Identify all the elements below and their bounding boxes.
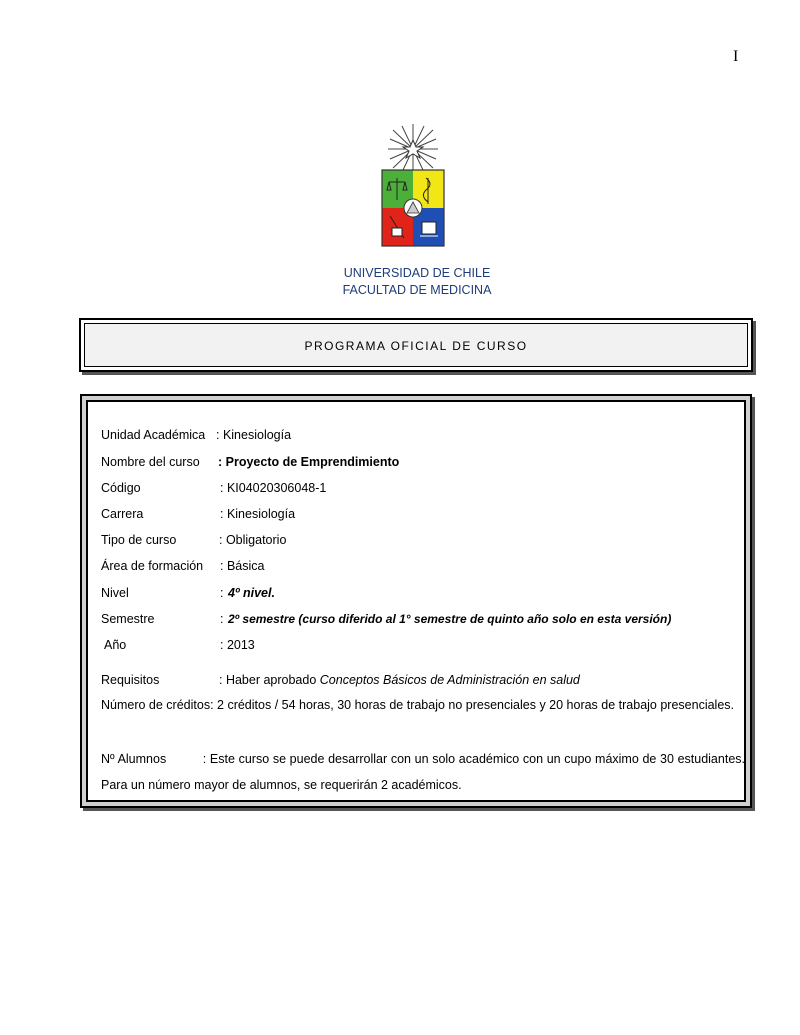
field-alumnos: Nº Alumnos : Este curso se puede desarrollar con un solo académico con un cupo máximo de 30 estudiantes. Para un número mayor de alumnos, se requerirán 2 académicos. [101,752,749,792]
field-value: : Obligatorio [219,533,287,547]
field-label: Carrera [101,507,144,521]
field-colon: : [220,612,224,626]
university-name: UNIVERSIDAD DE CHILE [343,266,491,280]
field-colon: : [220,586,224,600]
faculty-name: FACULTAD DE MEDICINA [342,283,492,297]
field-value: : Proyecto de Emprendimiento [218,455,400,469]
institution-header [0,265,800,299]
field-label: Nombre del curso [101,455,200,469]
field-value: : 2013 [220,638,255,652]
program-title: PROGRAMA OFICIAL DE CURSO [304,339,528,353]
field-value: : Kinesiología [220,507,296,521]
field-label: Código [101,481,141,495]
field-value: 2º semestre (curso diferido al 1° semestre de quinto año solo en esta versión) [228,612,672,626]
field-value: : KI04020306048-1 [220,481,327,495]
field-label: Año [104,638,127,652]
field-label: Semestre [101,612,155,626]
field-value-group [219,673,580,687]
page-number: I [733,48,739,65]
field-label: Unidad Académica [101,428,206,442]
field-creditos: Número de créditos: 2 créditos / 54 horas, 30 horas de trabajo no presenciales y 20 horas de trabajo presenciales. [101,698,735,712]
field-label: Nivel [101,586,129,600]
field-value: : Básica [220,559,265,573]
field-label: Tipo de curso [101,533,177,547]
field-label: Área de formación [101,559,204,573]
field-value: : Kinesiología [216,428,292,442]
field-label: Requisitos [101,673,160,687]
requisitos-course: Conceptos Básicos de Administración en salud [319,673,580,687]
field-value: 4º nivel. [228,586,275,600]
program-title-box [79,318,753,372]
university-crest-logo [378,122,448,252]
requisitos-prefix: : Haber aprobado [219,673,317,687]
